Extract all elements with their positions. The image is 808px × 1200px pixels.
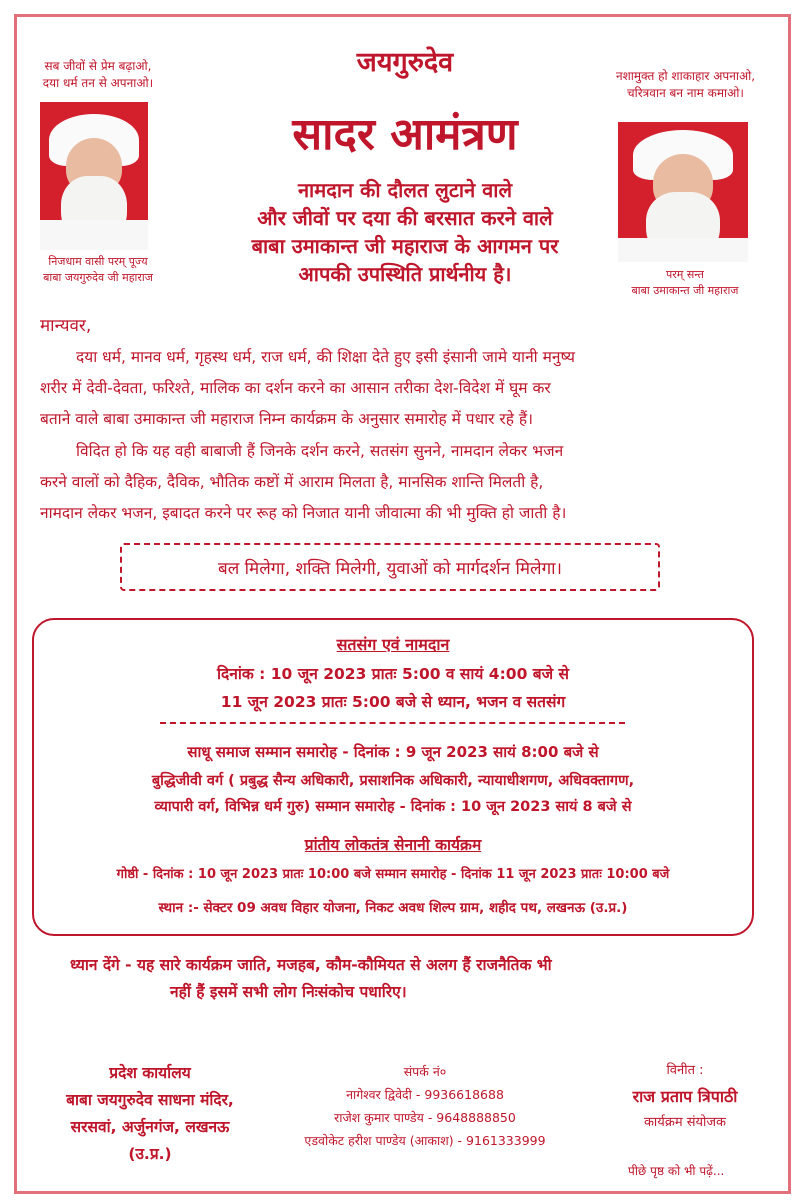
headline-line: आपकी उपस्थिति प्रार्थनीय है। — [298, 262, 512, 286]
satsang-dates — [32, 660, 754, 716]
contact-line: एडवोकेट हरीश पाण्डेय (आकाश) - 9161333999 — [304, 1133, 546, 1148]
right-quote — [588, 68, 783, 102]
vinit-role: कार्यक्रम संयोजक — [643, 1115, 727, 1130]
note-block — [70, 952, 770, 1006]
contact-line: राजेश कुमार पाण्डेय - 9648888850 — [334, 1110, 516, 1125]
vinit-heading: विनीत : — [666, 1063, 704, 1078]
contact-heading: संपर्क नं० — [403, 1064, 447, 1079]
right-quote-line: चरित्रवान बन नाम कमाओ। — [627, 86, 744, 100]
right-caption — [600, 267, 770, 299]
left-quote-line: दया धर्म तन से अपनाओ। — [42, 76, 154, 90]
office-line: प्रदेश कार्यालय — [109, 1064, 191, 1082]
buddhijivi-line: व्यापारी वर्ग, विभिन्न धर्म गुरु) सम्मान समारोह - दिनांक : 10 जून 2023 सायं 8 बजे से — [154, 799, 632, 815]
headline-line: बाबा उमाकान्त जी महाराज के आगमन पर — [251, 234, 559, 258]
paragraph-line: नामदान लेकर भजन, इबादत करने पर रूह को निजात यानी जीवात्मा की भी मुक्ति हो जाती है। — [40, 504, 567, 522]
vinit-name: राज प्रताप त्रिपाठी — [632, 1087, 738, 1106]
note-line: नहीं हैं इसमें सभी लोग निःसंकोच पधारिए। — [170, 983, 407, 1001]
left-caption-line: बाबा जयगुरुदेव जी महाराज — [43, 271, 153, 284]
paragraph-line: शरीर में देवी-देवता, फरिश्ते, मालिक का दर्शन करने का आसान तरीका देश-विदेश में घूम कर — [40, 379, 551, 397]
paragraph-1 — [40, 342, 770, 435]
left-caption-line: निजधाम वासी परम् पूज्य — [48, 255, 148, 268]
right-portrait-image — [618, 122, 748, 262]
venue-line: स्थान :- सेक्टर 09 अवध विहार योजना, निकट अवध शिल्प ग्राम, शहीद पथ, लखनऊ (उ.प्र.) — [158, 900, 628, 916]
paragraph-2 — [40, 436, 770, 529]
paragraph-line: करने वालों को दैहिक, दैविक, भौतिक कष्टों में आराम मिलता है, मानसिक शान्ति मिलती है, — [40, 473, 544, 491]
buddhijivi-line: बुद्धिजीवी वर्ग ( प्रबुद्ध सैन्य अधिकारी, प्रसाशनिक अधिकारी, न्यायाधीशगण, अधिवक्तागण, — [151, 773, 635, 789]
header-main-title: सादर आमंत्रण — [292, 109, 518, 160]
left-quote-line: सब जीवों से प्रेम बढ़ाओ, — [44, 59, 152, 73]
satsang-line: दिनांक : 10 जून 2023 प्रातः 5:00 व सायं 4:00 बजे से — [217, 665, 569, 683]
office-address — [20, 1060, 280, 1168]
sadhu-samaj-line: साधू समाज सम्मान समारोह - दिनांक : 9 जून 2023 सायं 8:00 बजे से — [187, 743, 599, 761]
contact-line: नागेश्वर द्विवेदी - 9936618688 — [346, 1087, 504, 1102]
buddhijivi-block — [32, 768, 754, 820]
left-portrait-image — [40, 102, 148, 250]
satsang-heading: सतसंग एवं नामदान — [336, 635, 450, 654]
header-small-title: जयगुरुदेव — [356, 47, 454, 78]
back-page-note: पीछे पृष्ठ को भी पढ़ें... — [628, 1164, 725, 1178]
left-caption — [18, 254, 178, 286]
salutation: मान्यवर, — [40, 316, 92, 336]
office-line: (उ.प्र.) — [128, 1145, 172, 1163]
right-quote-line: नशामुक्त हो शाकाहार अपनाओ, — [615, 69, 756, 83]
contact-block — [280, 1060, 570, 1152]
paragraph-line: विदित हो कि यह वही बाबाजी हैं जिनके दर्शन करने, सतसंग सुनने, नामदान लेकर भजन — [76, 442, 564, 460]
goshthi-line: गोष्ठी - दिनांक : 10 जून 2023 प्रातः 10:00 बजे सम्मान समारोह - दिनांक 11 जून 2023 प्रातः 10:00 बजे — [116, 867, 670, 882]
divider-dashed — [160, 722, 625, 724]
paragraph-line: दया धर्म, मानव धर्म, गृहस्थ धर्म, राज धर्म, की शिक्षा देते हुए इसी इंसानी जामे यानी मनुष्य — [76, 348, 575, 366]
office-line: बाबा जयगुरुदेव साधना मंदिर, — [66, 1091, 234, 1109]
right-caption-line: बाबा उमाकान्त जी महाराज — [631, 284, 739, 297]
note-line: ध्यान देंगे - यह सारे कार्यक्रम जाति, मजहब, कौम-कौमियत से अलग हैं राजनैतिक भी — [70, 956, 552, 974]
headline-line: और जीवों पर दया की बरसात करने वाले — [257, 206, 553, 230]
vinit-block — [590, 1060, 780, 1134]
office-line: सरसवां, अर्जुनगंज, लखनऊ — [70, 1118, 230, 1136]
headline-line: नामदान की दौलत लुटाने वाले — [297, 178, 513, 202]
highlight-text: बल मिलेगा, शक्ति मिलेगी, युवाओं को मार्गदर्शन मिलेगा। — [218, 559, 562, 579]
loktantra-heading: प्रांतीय लोकतंत्र सेनानी कार्यक्रम — [304, 836, 482, 854]
right-caption-line: परम् सन्त — [666, 268, 704, 281]
satsang-line: 11 जून 2023 प्रातः 5:00 बजे से ध्यान, भजन व सतसंग — [220, 693, 566, 711]
paragraph-line: बताने वाले बाबा उमाकान्त जी महाराज निम्न कार्यक्रम के अनुसार समारोह में पधार रहे हैं। — [40, 410, 534, 428]
left-quote — [18, 58, 178, 92]
headline-block — [170, 176, 640, 288]
